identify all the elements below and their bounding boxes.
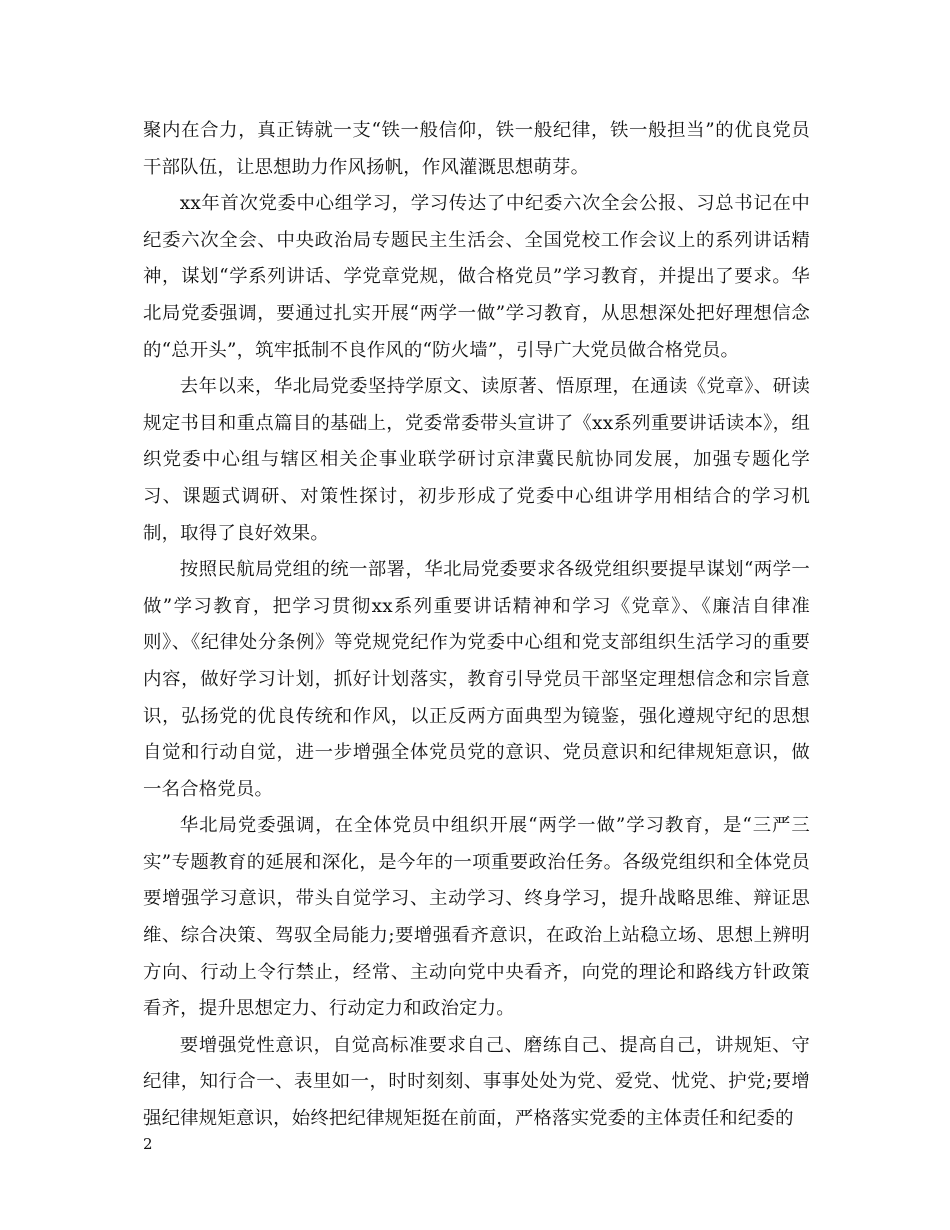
paragraph-1: 聚内在合力，真正铸就一支“铁一般信仰，铁一般纪律，铁一般担当”的优良党员干部队伍，让思想助力作风扬帆，作风灌溉思想萌芽。: [143, 120, 810, 178]
paragraph-2: xx年首次党委中心组学习，学习传达了中纪委六次全会公报、习总书记在中纪委六次全会、中央政治局专题民主生活会、全国党校工作会议上的系列讲话精神，谋划“学系列讲话、学党章党规，做合格党员”学习教育，并提出了要求。华北局党委强调，要通过扎实开展“两学一做”学习教育，从思想深处把好理想信念的“总开头”，筑牢抵制不良作风的“防火墙”，引导广大党员做合格党员。: [143, 193, 810, 361]
document-body: [143, 113, 810, 1138]
paragraph-4: 按照民航局党组的统一部署，华北局党委要求各级党组织要提早谋划“两学一做”学习教育，把学习贯彻xx系列重要讲话精神和学习《党章》、《廉洁自律准则》、《纪律处分条例》等党规党纪作为党委中心组和党支部组织生活学习的重要内容，做好学习计划，抓好计划落实，教育引导党员干部坚定理想信念和宗旨意识，弘扬党的优良传统和作风，以正反两方面典型为镜鉴，强化遵规守纪的思想自觉和行动自觉，进一步增强全体党员党的意识、党员意识和纪律规矩意识，做一名合格党员。: [143, 559, 810, 800]
paragraph-5: 华北局党委强调，在全体党员中组织开展“两学一做”学习教育，是“三严三实”专题教育的延展和深化，是今年的一项重要政治任务。各级党组织和全体党员要增强学习意识，带头自觉学习、主动学习、终身学习，提升战略思维、辩证思维、综合决策、驾驭全局能力;要增强看齐意识，在政治上站稳立场、思想上辨明方向、行动上令行禁止，经常、主动向党中央看齐，向党的理论和路线方针政策看齐，提升思想定力、行动定力和政治定力。: [143, 815, 810, 1020]
paragraph-3: 去年以来，华北局党委坚持学原文、读原著、悟原理，在通读《党章》、研读规定书目和重点篇目的基础上，党委常委带头宣讲了《xx系列重要讲话读本》，组织党委中心组与辖区相关企事业联学研讨京津冀民航协同发展，加强专题化学习、课题式调研、对策性探讨，初步形成了党委中心组讲学用相结合的学习机制，取得了良好效果。: [143, 376, 810, 544]
paragraph-6: 要增强党性意识，自觉高标准要求自己、磨练自己、提高自己，讲规矩、守纪律，知行合一、表里如一，时时刻刻、事事处处为党、爱党、忧党、护党;要增强纪律规矩意识，始终把纪律规矩挺在前面，严格落实党委的主体责任和纪委的: [143, 1034, 810, 1130]
page-number: 2: [143, 1135, 153, 1153]
